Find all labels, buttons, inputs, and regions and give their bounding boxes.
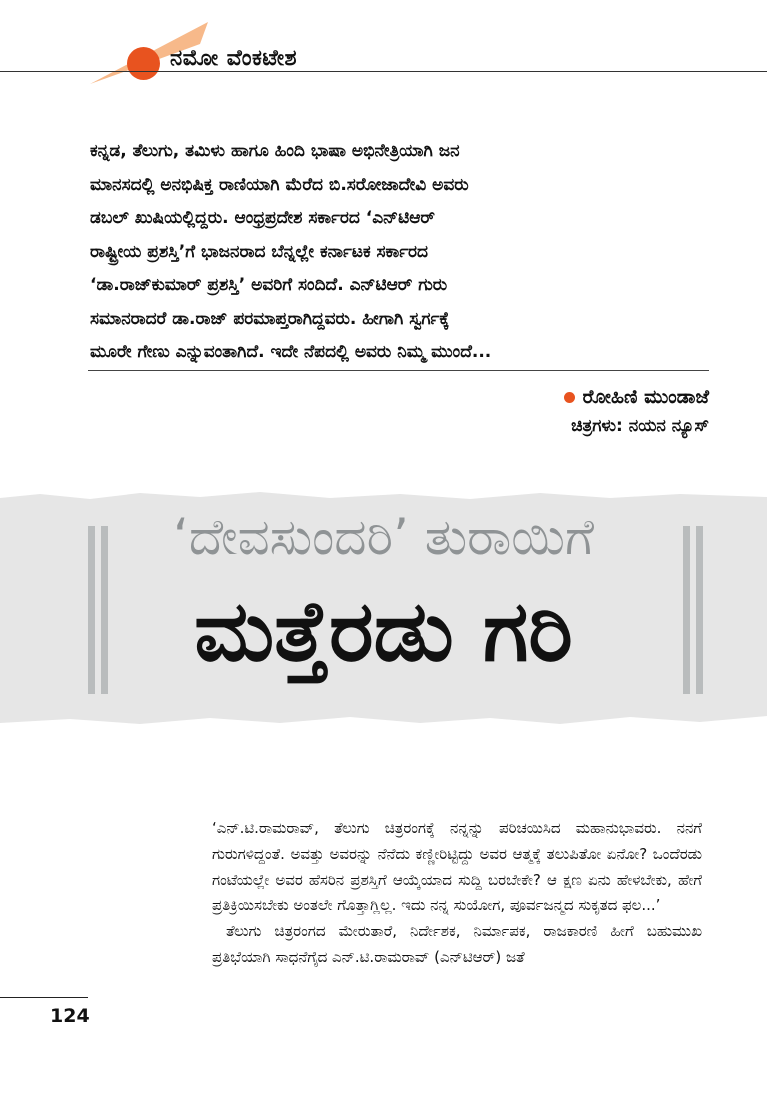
intro-line: ರಾಷ್ಟ್ರೀಯ ಪ್ರಶಸ್ತಿ’ಗೆ ಭಾಜನರಾದ ಬೆನ್ನಲ್ಲೇ ಕರ್ನಾಟಕ ಸರ್ಕಾರದ bbox=[90, 241, 428, 262]
intro-paragraph bbox=[90, 135, 650, 370]
intro-line: ಮಾನಸದಲ್ಲಿ ಅನಭಿಷಿಕ್ತ ರಾಣಿಯಾಗಿ ಮೆರೆದ ಬಿ.ಸರೋಜಾದೇವಿ ಅವರು bbox=[90, 174, 469, 195]
bullet-icon bbox=[564, 392, 575, 403]
header-accent-dot bbox=[127, 47, 160, 80]
body-paragraph: ತೆಲುಗು ಚಿತ್ರರಂಗದ ಮೇರುತಾರೆ, ನಿರ್ದೇಶಕ, ನಿರ್ಮಾಪಕ, ರಾಜಕಾರಣಿ ಹೀಗೆ ಬಹುಮುಖ ಪ್ರತಿಭೆಯಾಗಿ ಸಾಧನೆಗೈದ ಎನ್.ಟಿ.ರಾಮರಾವ್ (ಎನ್‌ಟಿಆರ್) ಜತೆ bbox=[212, 922, 702, 966]
title-band bbox=[0, 490, 767, 730]
intro-line: ಡಬಲ್ ಖುಷಿಯಲ್ಲಿದ್ದರು. ಆಂಧ್ರಪ್ರದೇಶ ಸರ್ಕಾರದ ‘ಎನ್‌ಟಿಆರ್ bbox=[90, 208, 435, 228]
article-body bbox=[212, 816, 702, 971]
headline-kicker: ‘ದೇವಸುಂದರಿ’ ತುರಾಯಿಗೆ bbox=[172, 508, 595, 566]
body-paragraph: ‘ಎನ್.ಟಿ.ರಾಮರಾವ್, ತೆಲುಗು ಚಿತ್ರರಂಗಕ್ಕೆ ನನ್ನನ್ನು ಪರಿಚಯಿಸಿದ ಮಹಾನುಭಾವರು. ನನಗೆ ಗುರುಗಳಿದ್ದಂತೆ. ಅವತ್ತು ಅವರನ್ನು ನೆನೆದು ಕಣ್ಣೀರಿಟ್ಟಿದ್ದು ಅವರ ಆತ್ಮಕ್ಕೆ ತಲುಪಿತೋ ಏನೋ? ಒಂದೆರಡು ಗಂಟೆಯಲ್ಲೇ ಅವರ ಹೆಸರಿನ ಪ್ರಶಸ್ತಿಗೆ ಆಯ್ಕೆಯಾದ ಸುದ್ದಿ ಬರಬೇಕೇ? ಆ ಕ್ಷಣ ಏನು ಹೇಳಬೇಕು, ಹೇಗೆ ಪ್ರತಿಕ್ರಿಯಿಸಬೇಕು ಅಂತಲೇ ಗೊತ್ತಾಗ್ಲಿಲ್ಲ. ಇದು ನನ್ನ ಸುಯೋಗ, ಪೂರ್ವಜನ್ಮದ ಸುಕೃತದ ಫಲ...’ bbox=[212, 819, 702, 915]
page-number: 124 bbox=[50, 1005, 90, 1027]
intro-line: ಸಮಾನರಾದರೆ ಡಾ.ರಾಜ್ ಪರಮಾಪ್ತರಾಗಿದ್ದವರು. ಹೀಗಾಗಿ ಸ್ವರ್ಗಕ್ಕೆ bbox=[90, 308, 450, 329]
author-row bbox=[564, 386, 709, 408]
headline: ಮತ್ತೆರಡು ಗರಿ bbox=[194, 582, 573, 680]
section-title: ನಮೋ ವೆಂಕಟೇಶ bbox=[170, 46, 298, 71]
folio-rule bbox=[0, 997, 88, 998]
byline bbox=[564, 386, 709, 436]
intro-line: ಮೂರೇ ಗೇಣು ಎನ್ನುವಂತಾಗಿದೆ. ಇದೇ ನೆಪದಲ್ಲಿ ಅವರು ನಿಮ್ಮ ಮುಂದೆ... bbox=[90, 342, 492, 362]
intro-line: ‘ಡಾ.ರಾಜ್‌ಕುಮಾರ್ ಪ್ರಶಸ್ತಿ’ ಅವರಿಗೆ ಸಂದಿದೆ. ಎನ್‌ಟಿಆರ್ ಗುರು bbox=[90, 275, 448, 295]
author-name: ರೋಹಿಣಿ ಮುಂಡಾಜೆ bbox=[582, 386, 709, 408]
intro-divider bbox=[88, 370, 709, 371]
intro-line: ಕನ್ನಡ, ತೆಲುಗು, ತಮಿಳು ಹಾಗೂ ಹಿಂದಿ ಭಾಷಾ ಅಭಿನೇತ್ರಿಯಾಗಿ ಜನ bbox=[90, 141, 460, 161]
header-rule bbox=[0, 71, 767, 72]
photo-credit: ಚಿತ್ರಗಳು: ನಯನ ನ್ಯೂಸ್ bbox=[571, 416, 709, 436]
